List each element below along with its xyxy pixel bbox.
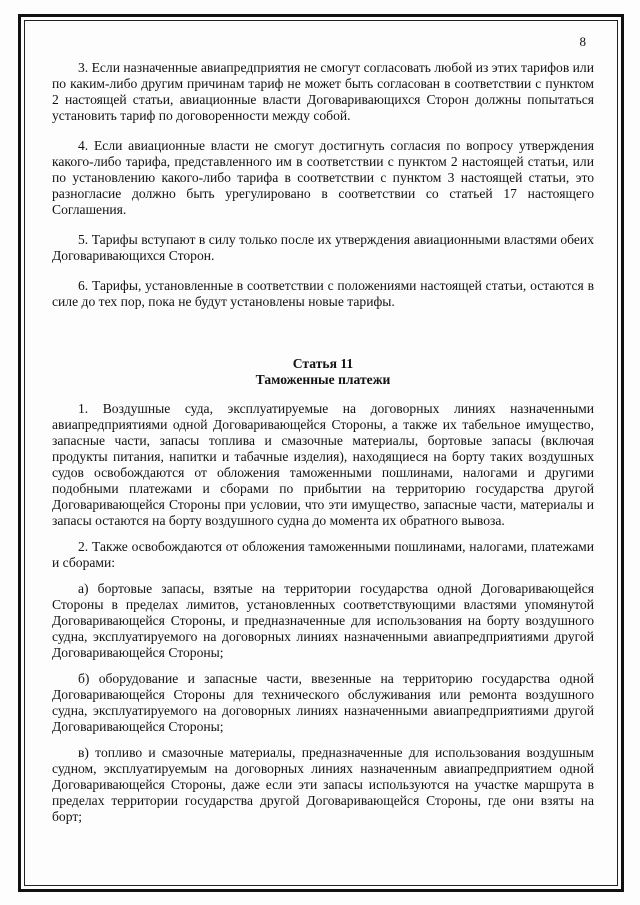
paragraph-4: 4. Если авиационные власти не смогут достигнуть согласия по вопросу утверждения какого-либо тарифа, представленного им в соответствии с пунктом 2 настоящей статьи, или по установлению какого-либо тарифа в соответствии с пунктом 3 настоящей статьи, это разногласие должно быть урегулировано в соответствии со статьей 17 настоящего Соглашения. bbox=[52, 138, 594, 217]
paragraph-3: 3. Если назначенные авиапредприятия не смогут согласовать любой из этих тарифов или по каким-либо другим причинам тариф не может быть согласован в соответствии с пунктом 2 настоящей статьи, авиационные власти Договаривающихся Сторон должны попытаться установить тариф по договоренности между собой. bbox=[52, 60, 594, 123]
subitem-b: б) оборудование и запасные части, ввезенные на территорию государства одной Договаривающейся Стороны для технического обслуживания или ремонта воздушного судна, эксплуатируемого на договорных линиях назначенными авиапредприятиями другой Договаривающейся Стороны; bbox=[52, 671, 594, 734]
article-title: Таможенные платежи bbox=[255, 372, 391, 387]
paragraph-5: 5. Тарифы вступают в силу только после их утверждения авиационными властями обеих Договаривающихся Сторон. bbox=[52, 232, 594, 263]
subitem-a: а) бортовые запасы, взятые на территории государства одной Договаривающейся Стороны в пределах лимитов, установленных соответствующими властями упомянутой Договаривающейся Стороны, и предназначенные для использования на борту воздушного судна, эксплуатируемого на договорных линиях назначенными авиапредприятиями другой Договаривающейся Стороны; bbox=[52, 581, 594, 660]
document-body bbox=[52, 34, 594, 825]
page-number: 8 bbox=[579, 34, 586, 49]
article-11-paragraph-2: 2. Также освобождаются от обложения таможенными пошлинами, налогами, платежами и сборами: bbox=[52, 539, 594, 570]
subitem-v: в) топливо и смазочные материалы, предназначенные для использования воздушным судном, эксплуатируемым на договорных линиях назначенным авиапредприятием одной Договаривающейся Стороны, даже если эти запасы используются на участке маршрута в пределах территории государства другой Договаривающейся Стороны, где они взяты на борт; bbox=[52, 745, 594, 824]
paragraph-6: 6. Тарифы, установленные в соответствии с положениями настоящей статьи, остаются в силе до тех пор, пока не будут установлены новые тарифы. bbox=[52, 278, 594, 309]
article-number: Статья 11 bbox=[292, 356, 354, 371]
article-11-paragraph-1: 1. Воздушные суда, эксплуатируемые на договорных линиях назначенными авиапредприятиями одной Договаривающейся Стороны, а также их табельное имущество, запасные части, запасы топлива и смазочные материалы, бортовые запасы (включая продукты питания, напитки и табачные изделия), находящиеся на борту таких воздушных судов освобождаются от обложения таможенными пошлинами, налогами и другими подобными платежами и сборами по прибытии на территорию государства другой Договаривающейся Стороны при условии, что эти имущество, запасные части, материалы и запасы остаются на борту воздушного судна до момента их обратного вывоза. bbox=[52, 401, 594, 528]
